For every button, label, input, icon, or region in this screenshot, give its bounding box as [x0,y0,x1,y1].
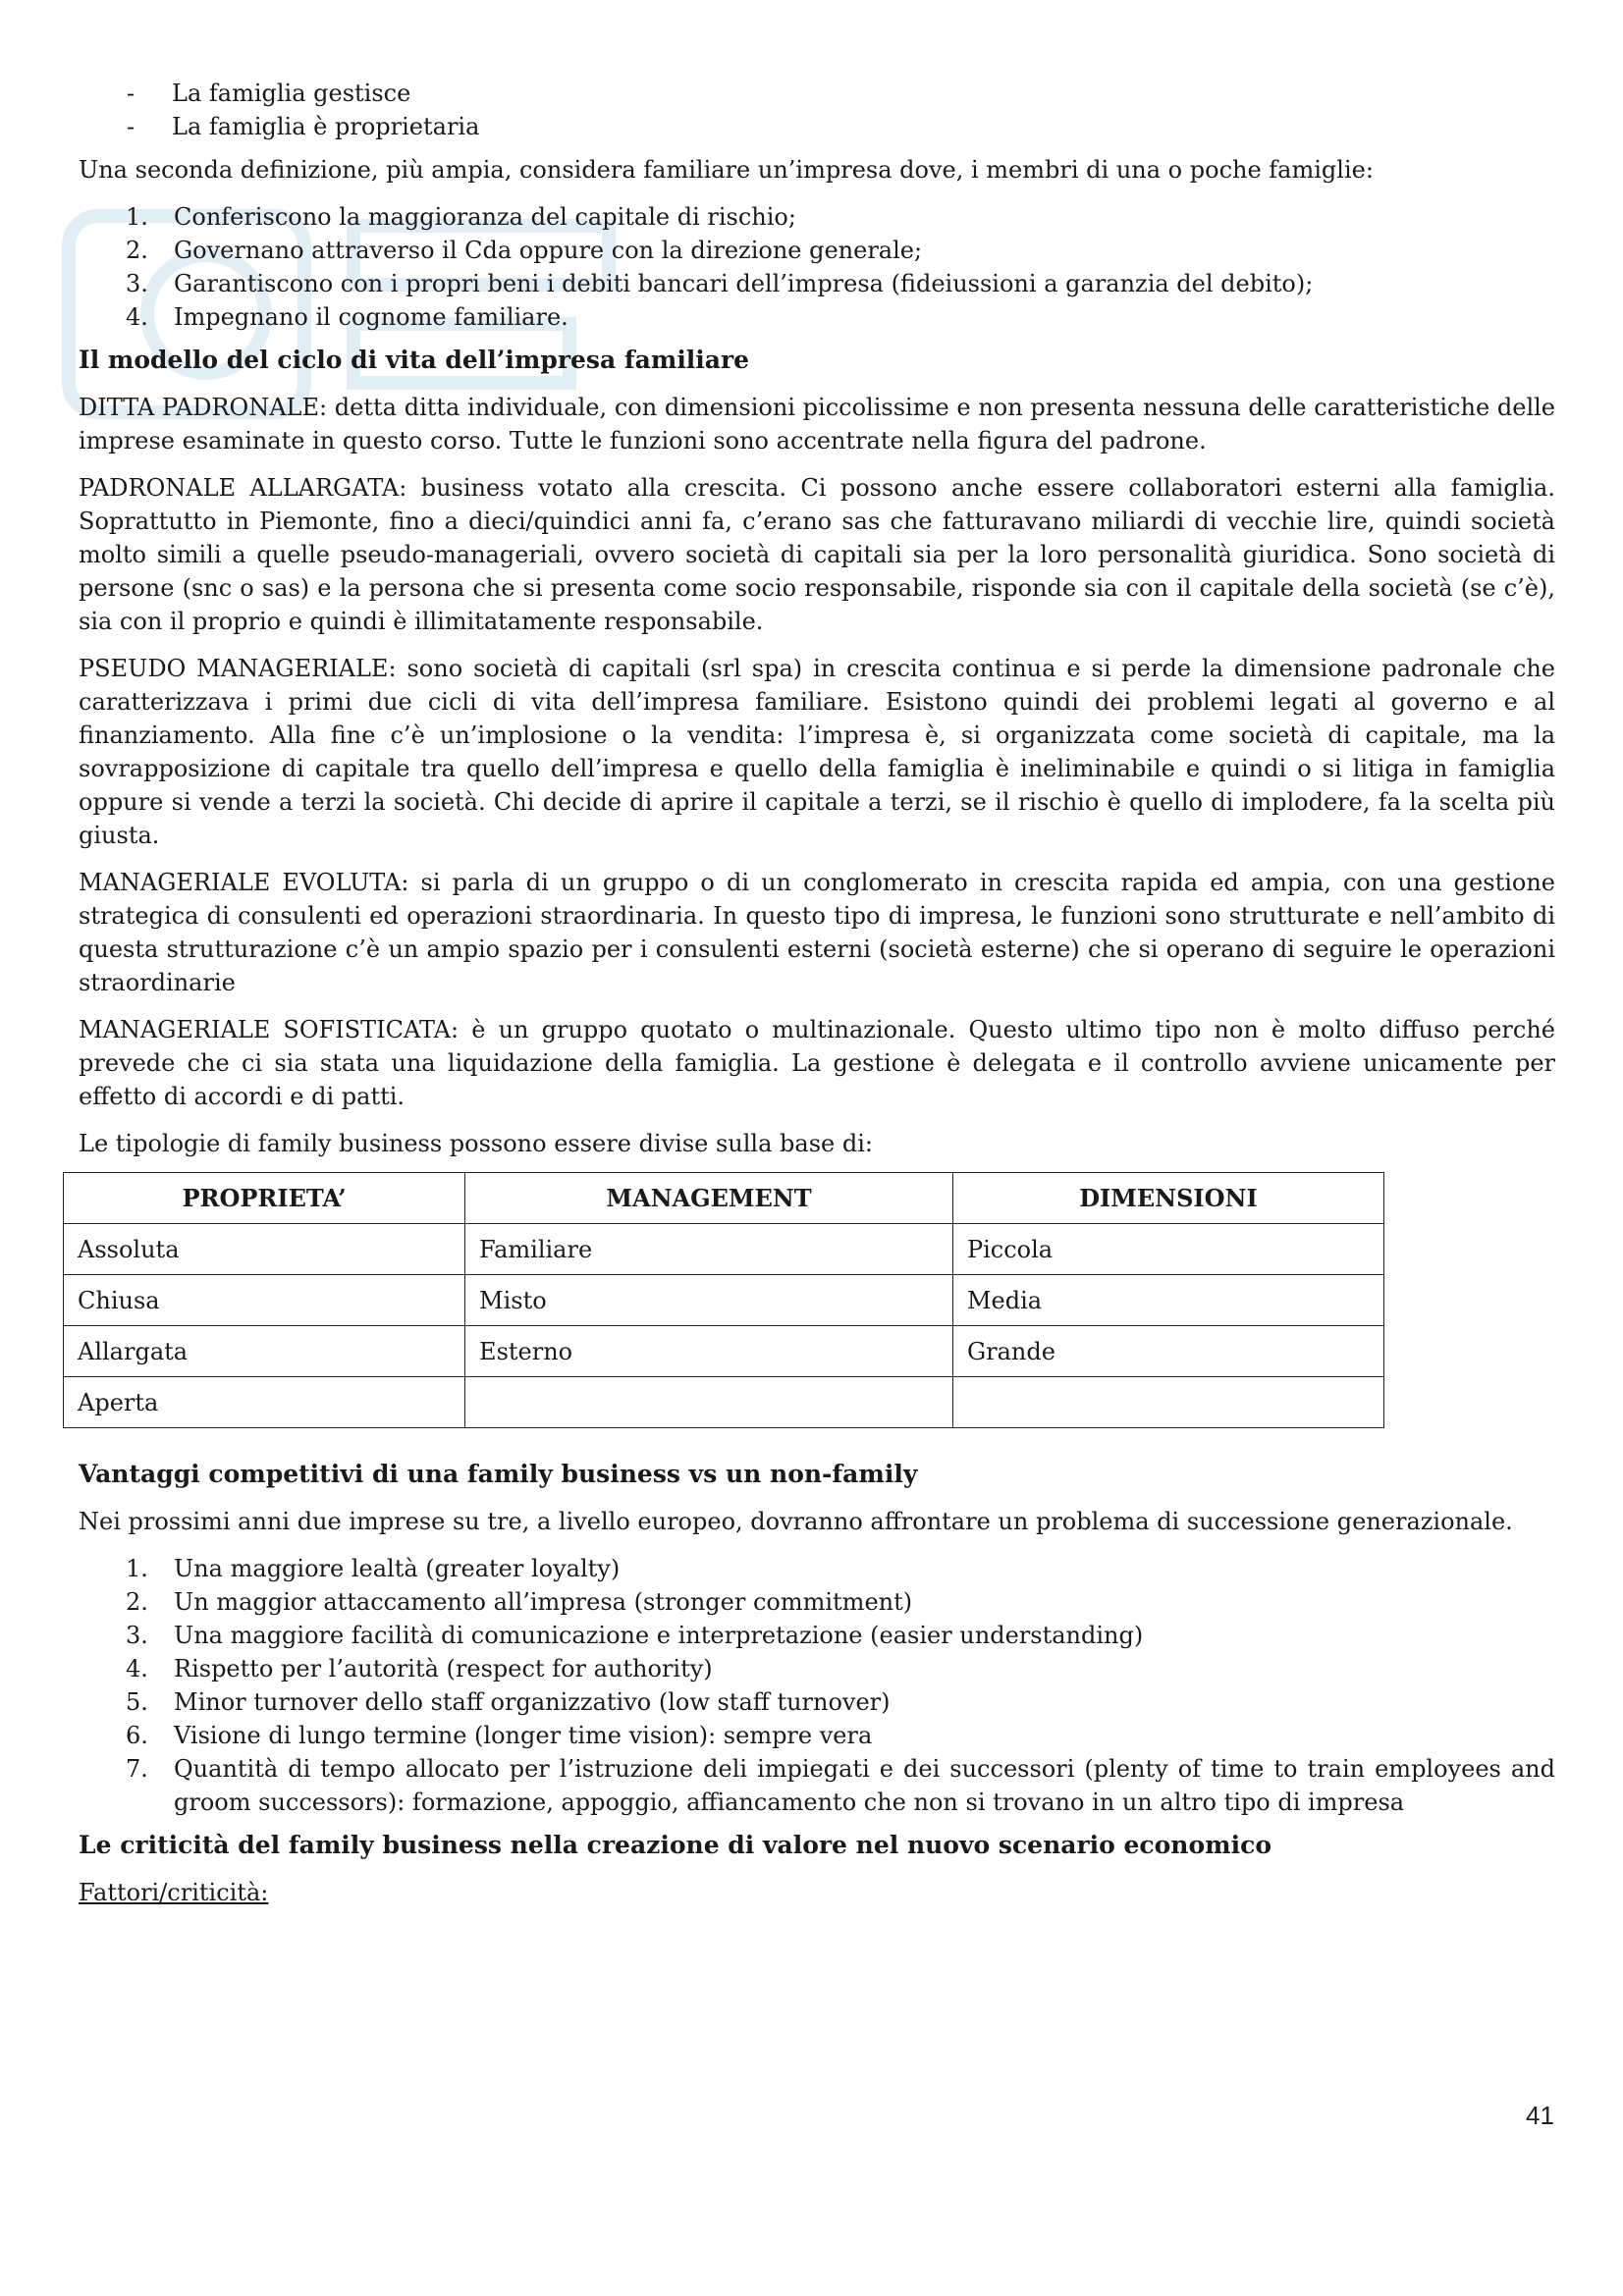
table-header-cell: MANAGEMENT [465,1173,953,1224]
lifecycle-ditta-padronale: DITTA PADRONALE: detta ditta individuale, con dimensioni piccolissime e non presenta nessuna delle caratteristiche delle imprese esaminate in questo corso. Tutte le funzioni sono accentrate nella figura del padrone. [79,394,1555,454]
table-cell [465,1377,953,1428]
table-cell: Grande [952,1326,1383,1377]
list-item: 1. Conferiscono la maggioranza del capitale di rischio; [126,203,796,231]
list-item: 2. Governano attraverso il Cda oppure con la direzione generale; [126,237,923,264]
table-cell: Esterno [465,1326,953,1377]
table-cell: Piccola [952,1224,1383,1275]
advantages-intro: Nei prossimi anni due imprese su tre, a livello europeo, dovranno affrontare un problema di successione generazionale. [79,1508,1513,1535]
table-cell: Aperta [64,1377,465,1428]
definition-list [79,200,1555,334]
lifecycle-padronale-allargata: PADRONALE ALLARGATA: business votato alla crescita. Ci possono anche essere collaboratori esterni alla famiglia. Soprattutto in Piemonte, fino a dieci/quindici anni fa, c’erano sas che fatturavano miliardi di vecchie lire, quindi società molto simili a quelle pseudo-manageriali, ovvero società di capitali sia per la loro personalità giuridica. Sono società di persone (snc o sas) e la persona che si presenta come socio responsabile, risponde sia con il capitale della società (se c’è), sia con il proprio e quindi è illimitatamente responsabile. [79,474,1555,635]
document-page [79,77,1555,1923]
list-item: 3. Una maggiore facilità di comunicazione e interpretazione (easier understanding) [126,1622,1144,1649]
heading-criticalities: Le criticità del family business nella creazione di valore nel nuovo scenario economico [79,1831,1272,1859]
dash-item: - La famiglia è proprietaria [127,110,1555,143]
list-item: 7. Quantità di tempo allocato per l’istruzione deli impiegati e dei successori (plenty of time to train employees and groom successors): formazione, appoggio, affiancamento che non si trovano in un altro tipo di impresa [126,1755,1555,1816]
table-header-row [64,1173,1384,1224]
table-row [64,1377,1384,1428]
dash-item: - La famiglia gestisce [127,77,1555,110]
list-item: 6. Visione di lungo termine (longer time vision): sempre vera [126,1722,873,1749]
intro-dash-list [79,77,1555,143]
table-header-cell: DIMENSIONI [952,1173,1383,1224]
table-row [64,1275,1384,1326]
list-item: 2. Un maggior attaccamento all’impresa (stronger commitment) [126,1588,913,1616]
table-cell: Chiusa [64,1275,465,1326]
page-number: 41 [1526,2101,1554,2130]
list-item: 1. Una maggiore lealtà (greater loyalty) [126,1555,621,1582]
lifecycle-pseudo-manageriale: PSEUDO MANAGERIALE: sono società di capitali (srl spa) in crescita continua e si perde la dimensione padronale che caratterizzava i primi due cicli di vita dell’impresa familiare. Esistono quindi dei problemi legati al governo e al finanziamento. Alla fine c’è un’implosione o la vendita: l’impresa è, si organizzata come società di capitale, ma la sovrapposizione di capitale tra quello dell’impresa e quello della famiglia è ineliminabile e quindi o si litiga in famiglia oppure si vende a terzi la società. Chi decide di aprire il capitale a terzi, se il rischio è quello di implodere, fa la scelta più giusta. [79,655,1555,849]
factors-label: Fattori/criticità: [79,1879,269,1906]
lifecycle-manageriale-evoluta: MANAGERIALE EVOLUTA: si parla di un gruppo o di un conglomerato in crescita rapida ed ampia, con una gestione strategica di consulenti ed operazioni straordinaria. In questo tipo di impresa, le funzioni sono strutturate e nell’ambito di questa strutturazione c’è un ampio spazio per i consulenti esterni (società esterne) che si operano di seguire le operazioni straordinarie [79,869,1555,996]
table-header-cell: PROPRIETA’ [64,1173,465,1224]
list-item: 4. Impegnano il cognome familiare. [126,303,568,331]
typology-table [63,1172,1384,1428]
list-item: 4. Rispetto per l’autorità (respect for authority) [126,1655,713,1682]
heading-lifecycle: Il modello del ciclo di vita dell’impresa familiare [79,346,750,374]
table-cell [952,1377,1383,1428]
table-cell: Media [952,1275,1383,1326]
advantages-list [79,1552,1555,1819]
list-item: 5. Minor turnover dello staff organizzativo (low staff turnover) [126,1688,891,1716]
table-cell: Assoluta [64,1224,465,1275]
lifecycle-manageriale-sofisticata: MANAGERIALE SOFISTICATA: è un gruppo quotato o multinazionale. Questo ultimo tipo non è molto diffuso perché prevede che ci sia stata una liquidazione della famiglia. La gestione è delegata e il controllo avviene unicamente per effetto di accordi e di patti. [79,1016,1555,1110]
typology-intro: Le tipologie di family business possono essere divise sulla base di: [79,1130,873,1157]
list-item: 3. Garantiscono con i propri beni i debiti bancari dell’impresa (fideiussioni a garanzia del debito); [126,270,1314,297]
table-cell: Allargata [64,1326,465,1377]
table-row [64,1224,1384,1275]
table-row [64,1326,1384,1377]
table-cell: Misto [465,1275,953,1326]
heading-advantages: Vantaggi competitivi di una family business vs un non-family [79,1460,918,1488]
second-definition: Una seconda definizione, più ampia, considera familiare un’impresa dove, i membri di una o poche famiglie: [79,156,1374,184]
table-cell: Familiare [465,1224,953,1275]
